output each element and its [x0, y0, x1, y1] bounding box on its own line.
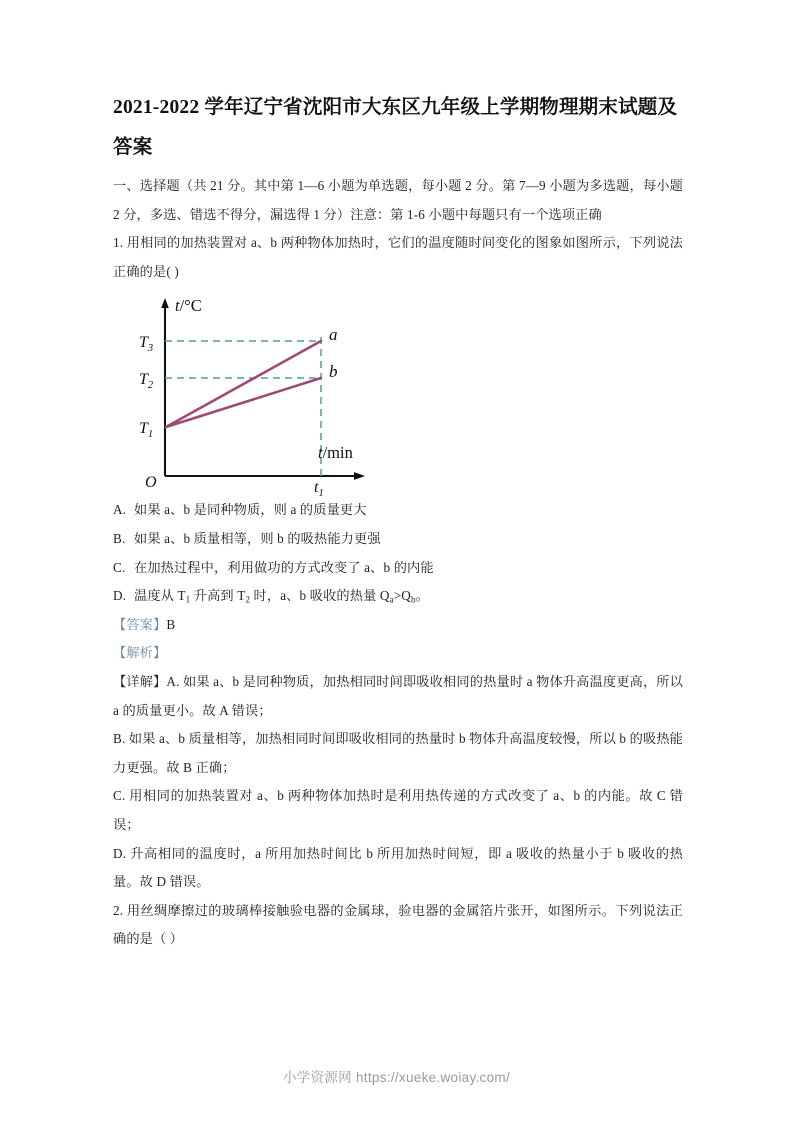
question-1-option-b: [113, 525, 683, 554]
option-d-text-mid-1: 升高到 T: [190, 588, 246, 604]
option-d-sub-1: 1: [185, 594, 191, 605]
detail-paragraph-d: D. 升高相同的温度时，a 所用加热时间比 b 所用加热时间短，即 a 吸收的热量小于 b 吸收的热量。故 D 错误。: [113, 845, 683, 890]
x-axis-arrow: [354, 472, 365, 480]
option-d-label: D.: [113, 588, 127, 604]
detail-paragraph-c: C. 用相同的加热装置对 a、b 两种物体加热时是利用热传递的方式改变了 a、b 的内能。故 C 错误；: [113, 788, 683, 832]
y-tick-label-T1: $T_1$: [139, 420, 154, 441]
origin-label: O: [145, 474, 157, 492]
y-axis-arrow: [161, 298, 169, 308]
footer-watermark: 小学资源网 https://xueke.woiay.com/: [282, 1070, 511, 1085]
answer-value: B: [166, 616, 176, 632]
question-1-option-d: [113, 582, 683, 611]
option-a-label: A.: [113, 502, 127, 518]
document-content: [113, 88, 683, 954]
option-c-text: 在加热过程中，利用做功的方式改变了 a、b 的内能: [134, 559, 434, 575]
x-axis-label: t/min: [318, 443, 353, 463]
option-a-text: 如果 a、b 是同种物质，则 a 的质量更大: [134, 502, 367, 518]
page-title: 2021-2022 学年辽宁省沈阳市大东区九年级上学期物理期末试题及答案: [113, 97, 678, 158]
option-d-text-post: 。: [415, 588, 429, 604]
option-c-label: C.: [113, 559, 126, 575]
option-d-sub-a: a: [389, 594, 394, 605]
option-b-text: 如果 a、b 质量相等，则 b 的吸热能力更强: [134, 530, 381, 546]
question-1-option-a: [113, 496, 683, 525]
answer-line: [113, 611, 683, 640]
analysis-tag: 【解析】: [113, 645, 167, 661]
option-d-text-pre: 温度从 T: [134, 588, 186, 604]
y-axis-label: t/°C: [175, 296, 202, 316]
question-1-option-c: [113, 554, 683, 583]
y-tick-label-T2: $T_2$: [139, 371, 154, 392]
series-label-a: a: [329, 325, 338, 345]
detail-tag: 【详解】: [113, 673, 167, 689]
detail-paragraph-b: B. 如果 a、b 质量相等，加热相同时间即吸收相同的热量时 b 物体升高温度较慢，所以 b 的吸热能力更强。故 B 正确；: [113, 731, 683, 775]
analysis-line: [113, 639, 683, 668]
question-1-figure: [113, 288, 683, 500]
option-b-label: B.: [113, 530, 126, 546]
y-tick-label-T3: $T_3$: [139, 334, 154, 355]
x-tick-label-t1: $t_1$: [314, 479, 324, 500]
answer-tag: 【答案】: [113, 616, 167, 632]
option-d-text-mid-3: >Q: [393, 588, 411, 604]
section-header: 一、选择题（共 21 分。其中第 1—6 小题为单选题，每小题 2 分。第 7—9 小题为多选题，每小题 2 分，多选、错选不得分，漏选得 1 分）注意：第 1-6 小题中每题只有一个选项正确: [113, 178, 683, 222]
temperature-time-graph: [133, 288, 398, 500]
question-1-stem: 1. 用相同的加热装置对 a、b 两种物体加热时，它们的温度随时间变化的图象如图所示，下列说法正确的是( ): [113, 235, 683, 279]
option-d-sub-2: 2: [245, 594, 251, 605]
option-d-text-mid-2: 时，a、b 吸收的热量 Q: [250, 588, 390, 604]
question-2-stem: 2. 用丝绸摩擦过的玻璃棒接触验电器的金属球，验电器的金属箔片张开，如图所示。下列说法正确的是（ ）: [113, 902, 683, 947]
detail-paragraph-a: [113, 668, 683, 725]
detail-text-a: A. 如果 a、b 是同种物质，加热相同时间即吸收相同的热量时 a 物体升高温度更高，所以 a 的质量更小。故 A 错误；: [113, 673, 683, 718]
option-d-sub-b: b: [410, 594, 416, 605]
series-label-b: b: [329, 362, 338, 382]
